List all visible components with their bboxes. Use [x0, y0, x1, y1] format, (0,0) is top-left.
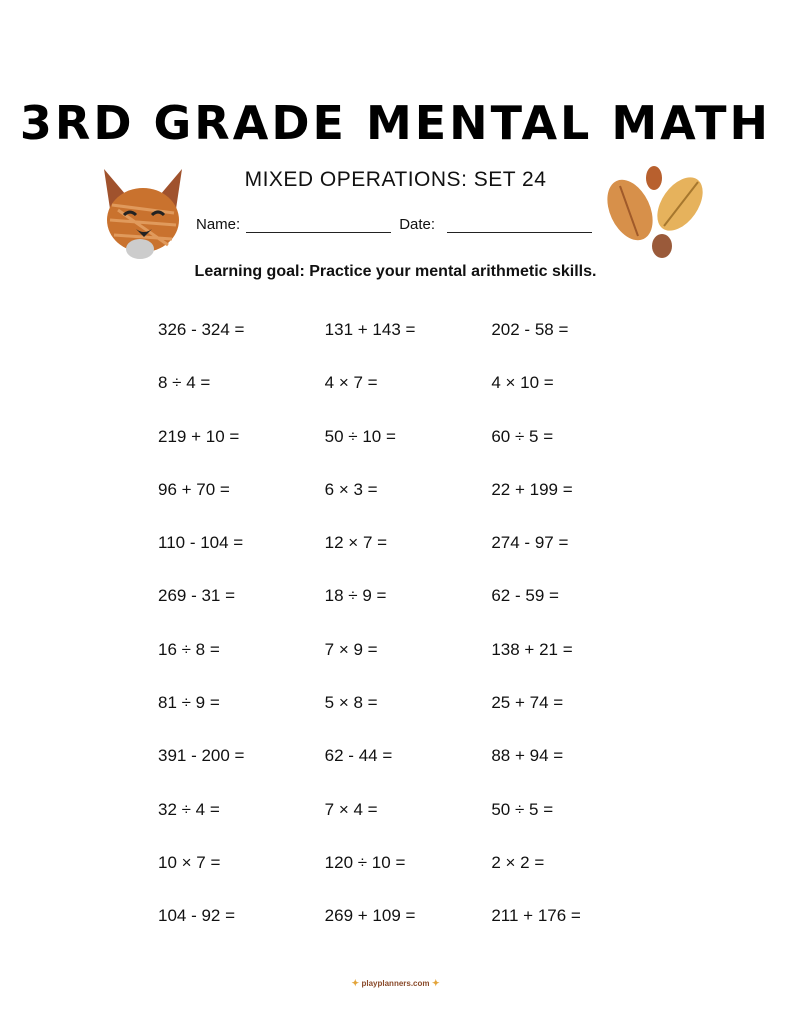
- problem-row: [158, 478, 658, 531]
- problem-row: [158, 531, 658, 584]
- problem-item: 32 ÷ 4 =: [158, 799, 220, 819]
- problem-row: [158, 744, 658, 797]
- problem-row: [158, 371, 658, 424]
- learning-goal: Learning goal: Practice your mental arithmetic skills.: [194, 263, 597, 280]
- problem-item: 16 ÷ 8 =: [158, 639, 220, 659]
- problem-item: 12 × 7 =: [324, 533, 388, 553]
- problem-item: 131 + 143 =: [324, 320, 416, 339]
- footer-logo[interactable]: [0, 978, 791, 989]
- problem-item: 25 + 74 =: [491, 693, 564, 713]
- problem-item: 8 ÷ 4 =: [158, 373, 211, 393]
- problem-item: 7 × 4 =: [324, 799, 378, 819]
- problem-row: [158, 691, 658, 744]
- problem-row: [158, 584, 658, 637]
- autumn-leaves-icon: [604, 162, 708, 262]
- problem-grid: [158, 318, 658, 958]
- worksheet-title: 3RD GRADE MENTAL MATH: [19, 96, 772, 150]
- problem-item: 18 ÷ 9 =: [324, 586, 387, 606]
- sparkle-icon: ✦: [351, 978, 362, 988]
- problem-item: 326 - 324 =: [158, 320, 245, 339]
- problem-item: 120 ÷ 10 =: [324, 852, 406, 872]
- problem-row: [158, 318, 658, 371]
- problem-item: 7 × 9 =: [324, 639, 378, 659]
- problem-item: 50 ÷ 5 =: [491, 799, 554, 819]
- problem-item: 110 - 104 =: [158, 533, 244, 553]
- problem-item: 391 - 200 =: [158, 746, 245, 766]
- name-field-line[interactable]: [246, 216, 391, 233]
- problem-row: [158, 904, 658, 957]
- problem-item: 6 × 3 =: [324, 479, 378, 499]
- problem-item: 60 ÷ 5 =: [491, 426, 554, 446]
- problem-item: 62 - 59 =: [491, 586, 559, 606]
- problem-item: 274 - 97 =: [491, 533, 569, 553]
- problem-item: 269 - 31 =: [158, 586, 236, 606]
- problem-item: 50 ÷ 10 =: [324, 426, 396, 446]
- problem-item: 211 + 176 =: [491, 906, 581, 926]
- problem-row: [158, 851, 658, 904]
- worksheet-subtitle: MIXED OPERATIONS: SET 24: [244, 168, 547, 191]
- problem-item: 62 - 44 =: [324, 746, 393, 766]
- problem-item: 269 + 109 =: [324, 906, 416, 926]
- problem-row: [158, 798, 658, 851]
- problem-item: 138 + 21 =: [491, 639, 573, 659]
- problem-item: 5 × 8 =: [324, 693, 378, 713]
- problem-row: [158, 425, 658, 478]
- problem-item: 4 × 10 =: [491, 373, 554, 393]
- footer-url: playplanners.com: [361, 979, 430, 988]
- problem-item: 10 × 7 =: [158, 852, 221, 872]
- date-field-line[interactable]: [447, 216, 592, 233]
- problem-item: 88 + 94 =: [491, 746, 564, 766]
- problem-item: 219 + 10 =: [158, 426, 240, 446]
- name-label: Name:: [196, 216, 241, 233]
- problem-item: 22 + 199 =: [491, 479, 573, 499]
- problem-item: 104 - 92 =: [158, 906, 236, 926]
- problem-item: 2 × 2 =: [491, 852, 545, 872]
- sparkle-icon: ✦: [429, 978, 440, 988]
- problem-item: 96 + 70 =: [158, 479, 230, 499]
- problem-row: [158, 638, 658, 691]
- date-label: Date:: [399, 216, 436, 233]
- problem-item: 202 - 58 =: [491, 320, 569, 339]
- name-date-fields: [196, 216, 600, 233]
- problem-item: 4 × 7 =: [324, 373, 378, 393]
- problem-item: 81 ÷ 9 =: [158, 693, 220, 713]
